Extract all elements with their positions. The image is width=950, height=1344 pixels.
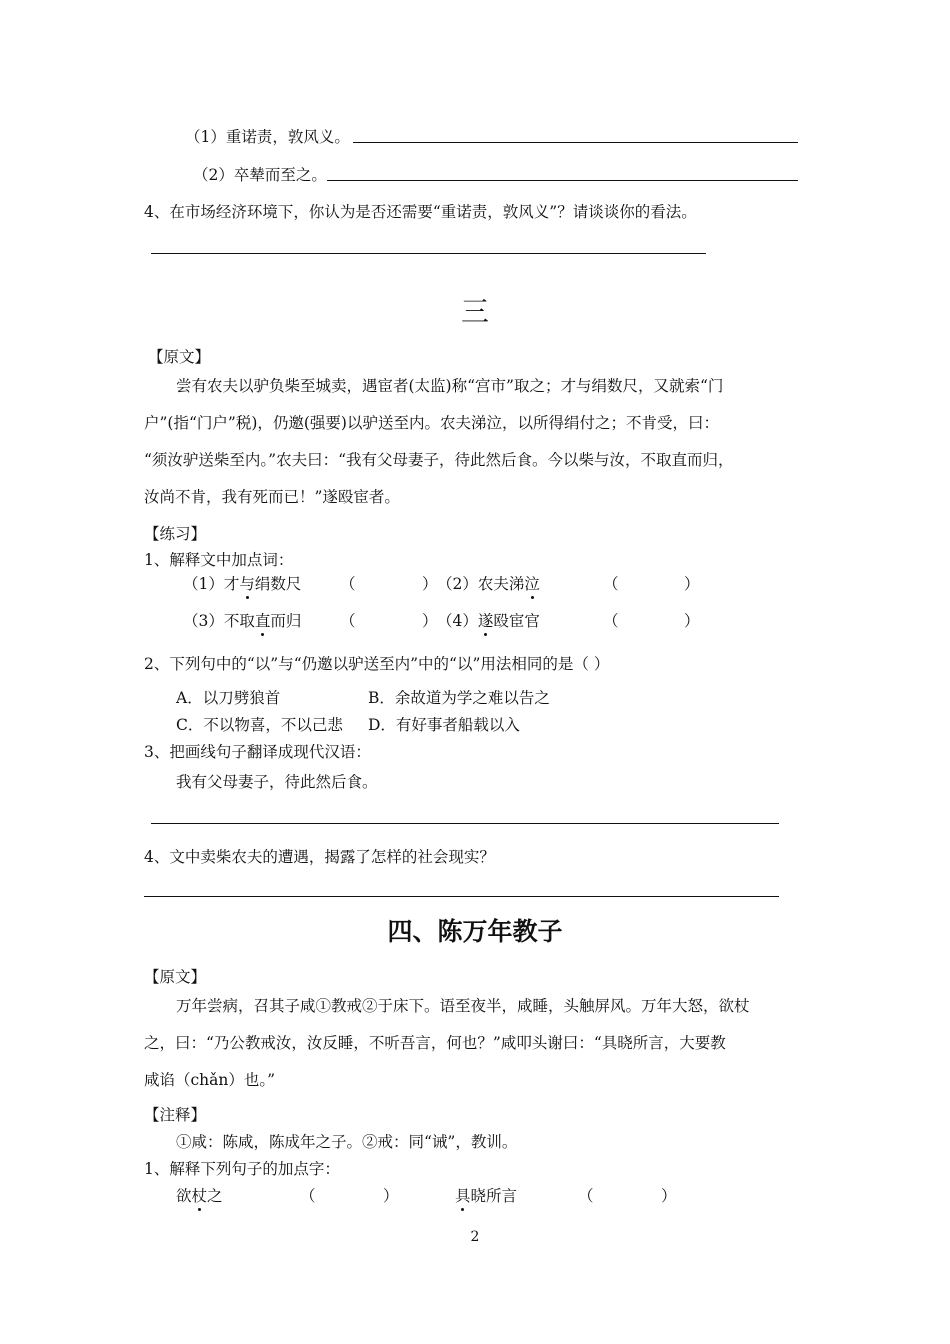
page-number: 2: [470, 1229, 480, 1245]
q3-item-2: （2）卒辇而至之。: [193, 166, 327, 184]
q3-sentence: 我有父母妻子，待此然后食。: [176, 773, 378, 791]
answer-line: [151, 253, 706, 254]
original-text-line: 尝有农夫以驴负柴至城卖，遇宦者(太监)称“宫市”取之；才与绢数尺，又就索“门: [176, 377, 724, 395]
answer-paren-open: （: [340, 612, 356, 630]
dotted-char: 与: [239, 575, 255, 593]
question-3: 3、把画线句子翻译成现代汉语：: [144, 743, 371, 761]
notes-label: 【注释】: [144, 1106, 207, 1124]
answer-paren-open: （: [300, 1187, 316, 1205]
original-text-line: 咸谄（chǎn）也。”: [144, 1071, 276, 1089]
answer-paren-close: ）: [661, 1187, 677, 1205]
q1-item-3: （3）不取直而归: [183, 612, 302, 630]
answer-line: [151, 823, 779, 824]
original-label: 【原文】: [144, 968, 207, 986]
section-title: 三: [460, 295, 489, 328]
q3-item-1: （1）重诺责，敦风义。: [185, 128, 350, 146]
dotted-char: 具: [455, 1187, 471, 1205]
original-text-line: 万年尝病，召其子咸①教戒②于床下。语至夜半，咸睡，头触屏风。万年大怒，欲杖: [176, 997, 750, 1015]
answer-paren-open: （: [603, 612, 619, 630]
answer-paren-close: ）: [684, 612, 700, 630]
q1-item-2: 具晓所言: [455, 1187, 518, 1205]
q1-item-2: （2）农夫涕泣: [437, 575, 540, 593]
q1-item-4: （4）遂殴宦官: [437, 612, 540, 630]
question-2: 2、下列句中的“以”与“仍邀以驴送至内”中的“以”用法相同的是（ ）: [144, 655, 610, 673]
section-title: 四、陈万年教子: [387, 917, 563, 946]
answer-line: [144, 896, 779, 897]
answer-paren-open: （: [340, 575, 356, 593]
answer-paren-open: （: [578, 1187, 594, 1205]
question-1: 1、解释下列句子的加点字：: [144, 1160, 340, 1178]
answer-line: [353, 142, 798, 143]
original-text-line: 汝尚不肯，我有死而已！”遂殴宦者。: [144, 488, 400, 506]
dotted-char: 遂: [477, 612, 494, 630]
option-b: B．余故道为学之难以告之: [368, 689, 550, 707]
original-text-line: “须汝驴送柴至内。”农夫曰：“我有父母妻子，待此然后食。今以柴与汝，不取直而归，: [144, 451, 734, 469]
notes-text: ①咸：陈咸，陈成年之子。②戒：同“诫”，教训。: [176, 1133, 518, 1151]
question-4: 4、文中卖柴农夫的遭遇，揭露了怎样的社会现实？: [144, 848, 495, 866]
answer-line: [327, 180, 798, 181]
q1-item-1: 欲杖之: [176, 1187, 223, 1205]
answer-paren-open: （: [603, 575, 619, 593]
original-text-line: 户”(指“门户”税)，仍邀(强要)以驴送至内。农夫涕泣，以所得绢付之；不肯受，曰：: [144, 414, 719, 432]
practice-label: 【练习】: [144, 525, 207, 543]
original-text-line: 之，曰：“乃公教戒汝，汝反睡，不听吾言，何也？”咸叩头谢曰：“具晓所言，大要教: [144, 1034, 726, 1052]
option-d: D．有好事者船载以入: [368, 716, 520, 734]
option-a: A．以刀劈狼首: [176, 689, 281, 707]
answer-paren-close: ）: [422, 575, 438, 593]
dotted-char: 泣: [524, 575, 540, 593]
answer-paren-close: ）: [684, 575, 700, 593]
q1-item-1: （1）才与绢数尺: [183, 575, 302, 593]
dotted-char: 直: [254, 612, 271, 630]
question-1: 1、解释文中加点词：: [144, 551, 294, 569]
answer-paren-close: ）: [422, 612, 438, 630]
question-4: 4、在市场经济环境下，你认为是否还需要“重诺责，敦风义”？请谈谈你的看法。: [144, 203, 697, 221]
option-c: C．不以物喜，不以己悲: [176, 716, 343, 734]
original-label: 【原文】: [148, 348, 211, 366]
dotted-char: 杖: [191, 1187, 208, 1205]
answer-paren-close: ）: [383, 1187, 399, 1205]
